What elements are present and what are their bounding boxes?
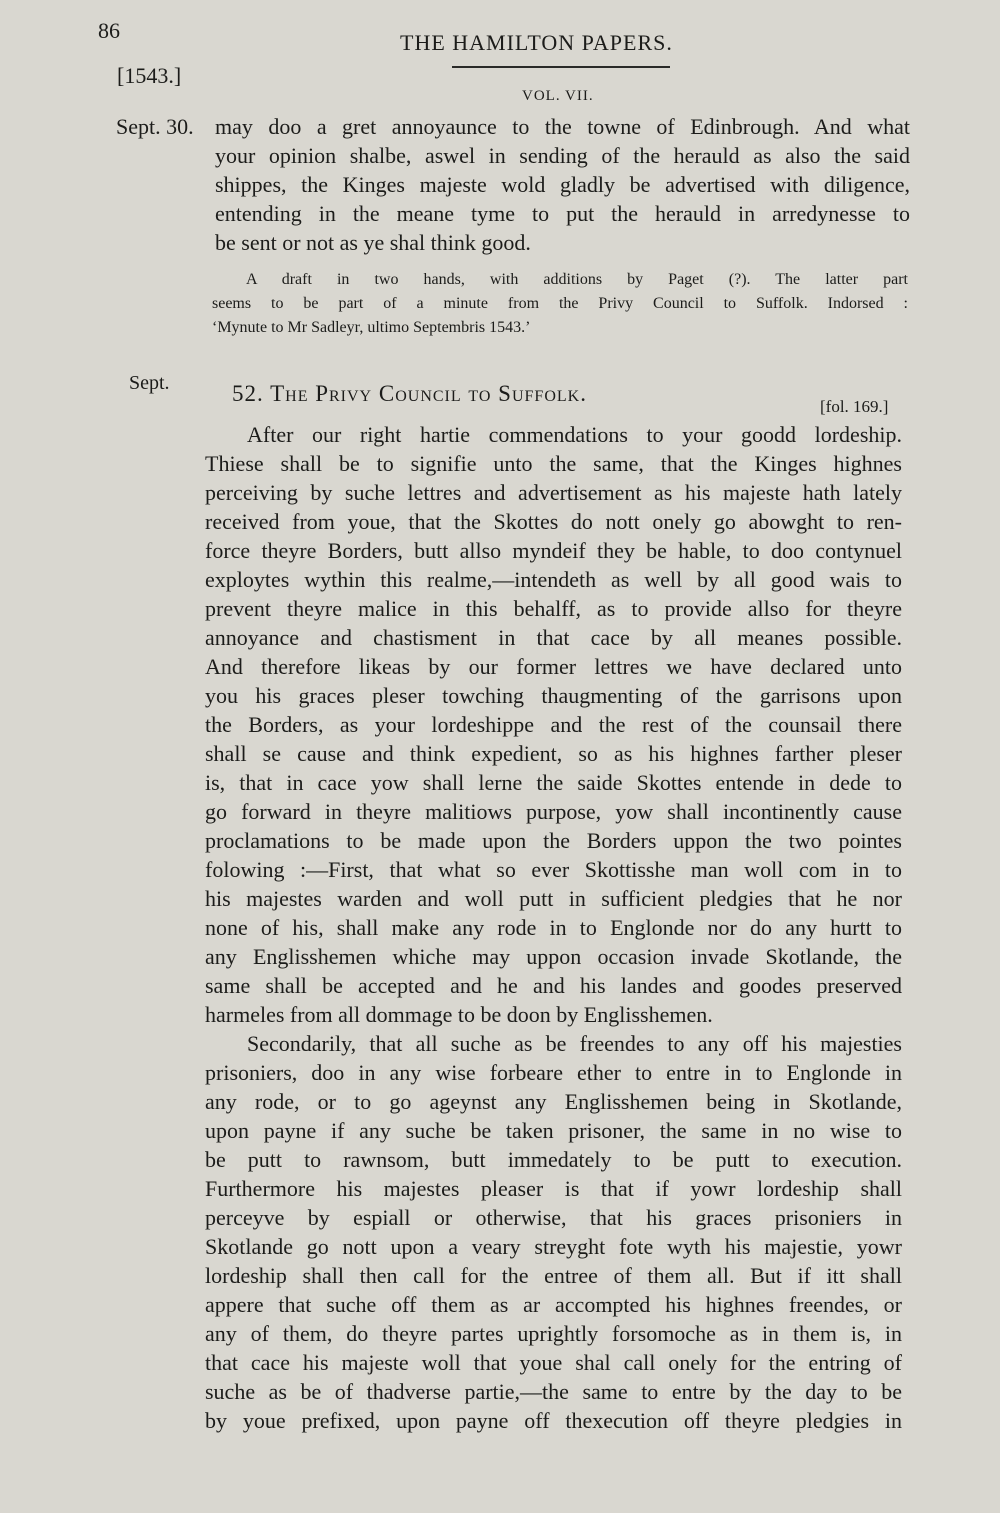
text-line: your opinion shalbe, aswel in sending of the herauld as also the said — [215, 143, 910, 168]
text-line: shall se cause and think expedient, so as his highnes farther pleser — [205, 741, 902, 766]
text-line: folowing :—First, that what so ever Skottisshe man woll com in to — [205, 857, 902, 882]
entry-heading: 52. The Privy Council to Suffolk. — [232, 381, 587, 406]
text-line: be putt to rawnsom, butt immedately to be putt to execution. — [205, 1147, 902, 1172]
entry-51-text — [215, 112, 910, 257]
text-line: none of his, shall make any rode in to Englonde nor do any hurtt to — [205, 915, 902, 940]
text-line: appere that suche off them as ar accompted his highnes freendes, or — [205, 1292, 902, 1317]
text-line: exploytes wythin this realme,—intendeth as well by all good wais to — [205, 567, 902, 592]
text-line: received from youe, that the Skottes do nott onely go abowght to ren- — [205, 509, 902, 534]
text-line: And therefore likeas by our former lettres we have declared unto — [205, 654, 902, 679]
text-line: suche as be of thadverse partie,—the same to entre by the day to be — [205, 1379, 902, 1404]
text-line: any of them, do theyre partes uprightly forsomoche as in them is, in — [205, 1321, 902, 1346]
entry-date: Sept. 30. — [116, 114, 194, 139]
folio-reference: [fol. 169.] — [820, 397, 889, 416]
text-line: After our right hartie commendations to your goodd lordeship. — [247, 422, 902, 447]
text-line: is, that in cace yow shall lerne the saide Skottes entende in dede to — [205, 770, 902, 795]
text-line: perceiving by suche lettres and advertisement as his majeste hath lately — [205, 480, 902, 505]
text-line: be sent or not as ye shal think good. — [215, 230, 531, 255]
text-line: by youe prefixed, upon payne off thexecution off theyre pledgies in — [205, 1408, 902, 1433]
entry-date: Sept. — [129, 372, 170, 394]
text-line: Thiese shall be to signifie unto the same, that the Kinges highnes — [205, 451, 902, 476]
text-line: go forward in theyre malitiows purpose, yow shall incontinently cause — [205, 799, 902, 824]
text-line: harmeles from all dommage to be doon by Englisshemen. — [205, 1002, 713, 1027]
text-line: any rode, or to go ageynst any Englisshemen being in Skotlande, — [205, 1089, 902, 1114]
text-line: upon payne if any suche be taken prisoner, the same in no wise to — [205, 1118, 902, 1143]
text-line: perceyve by espiall or otherwise, that his graces prisoniers in — [205, 1205, 902, 1230]
year-margin: [1543.] — [117, 63, 182, 88]
text-line: entending in the meane tyme to put the herauld in arredynesse to — [215, 201, 910, 226]
note-line: ‘Mynute to Mr Sadleyr, ultimo Septembris 1543.’ — [212, 319, 531, 336]
text-line: you his graces pleser towching thaugmenting of the garrisons upon — [205, 683, 902, 708]
text-line: prevent theyre malice in this behalff, as to provide allso for theyre — [205, 596, 902, 621]
text-line: any Englisshemen whiche may uppon occasion invade Skotlande, the — [205, 944, 902, 969]
text-line: the Borders, as your lordeshippe and the rest of the counsail there — [205, 712, 902, 737]
text-line: Skotlande go nott upon a veary streyght fote wyth his majestie, yowr — [205, 1234, 902, 1259]
volume-label: VOL. VII. — [522, 88, 594, 104]
running-title: THE HAMILTON PAPERS. — [400, 30, 673, 55]
text-line: that cace his majeste woll that youe shal call onely for the entring of — [205, 1350, 902, 1375]
text-line: Furthermore his majestes pleaser is that if yowr lordeship shall — [205, 1176, 902, 1201]
editorial-note — [212, 268, 908, 340]
text-line: same shall be accepted and he and his landes and goodes preserved — [205, 973, 902, 998]
title-rule — [452, 66, 670, 68]
text-line: annoyance and chastisment in that cace by all meanes possible. — [205, 625, 902, 650]
note-line: seems to be part of a minute from the Privy Council to Suffolk. Indorsed : — [212, 295, 908, 312]
text-line: may doo a gret annoyaunce to the towne of Edinbrough. And what — [215, 114, 910, 139]
text-line: proclamations to be made upon the Borders uppon the two pointes — [205, 828, 902, 853]
text-line: prisoniers, doo in any wise forbeare ether to entre in to Englonde in — [205, 1060, 902, 1085]
entry-52-text — [205, 420, 902, 1435]
text-line: force theyre Borders, butt allso myndeif they be hable, to doo contynuel — [205, 538, 902, 563]
page-number: 86 — [98, 18, 120, 43]
note-line: A draft in two hands, with additions by Paget (?). The latter part — [246, 271, 908, 288]
text-line: shippes, the Kinges majeste wold gladly be advertised with diligence, — [215, 172, 910, 197]
text-line: lordeship shall then call for the entree of them all. But if itt shall — [205, 1263, 902, 1288]
text-line: Secondarily, that all suche as be freendes to any off his majesties — [247, 1031, 902, 1056]
text-line: his majestes warden and woll putt in sufficient pledgies that he nor — [205, 886, 902, 911]
